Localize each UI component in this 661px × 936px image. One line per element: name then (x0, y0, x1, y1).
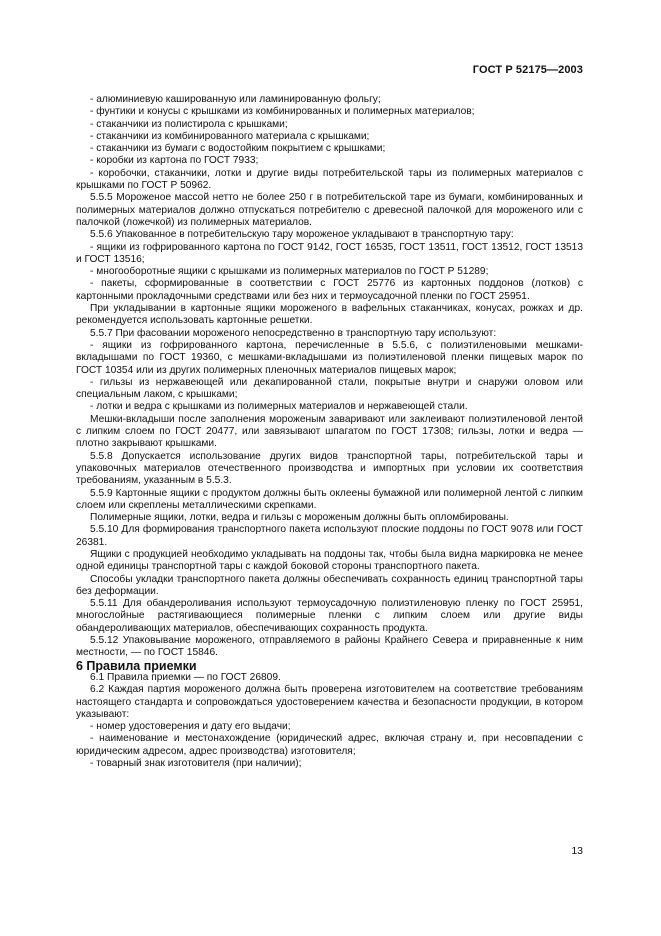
list-item: - стаканчики из комбинированного материала с крышками; (90, 130, 370, 142)
clause-5-5-11: 5.5.11 Для обандероливания используют термоусадочную полиэтиленовую пленку по ГОСТ 25951, многослойные растягивающиеся полимерные пленки с липким слоем или другие виды обандероливающих материалов, обеспечивающих сохранность продукта. (76, 598, 583, 634)
list-item: - наименование и местонахождение (юридический адрес, включая страну и, при несовпадении с юридическим адресом, адрес производства) изготовителя; (76, 733, 583, 757)
clause-5-5-9: 5.5.9 Картонные ящики с продуктом должны быть оклеены бумажной или полимерной лентой с липким слоем или скреплены металлическими скрепками. (76, 487, 583, 511)
clause-5-5-7: 5.5.7 При фасовании мороженого непосредственно в транспортную тару используют: (90, 327, 497, 339)
list-item: - гильзы из нержавеющей или декапированной стали, покрытые внутри и снаружи оловом или специальным лаком, с крышками; (76, 376, 583, 401)
paragraph: Полимерные ящики, лотки, ведра и гильзы с мороженым должны быть опломбированы. (90, 512, 509, 524)
list-item: - пакеты, сформированные в соответствии с ГОСТ 25776 из картонных поддонов (лотков) с картонными прокладочными средствами или без них и термоусадочной пленки по ГОСТ 25951. (76, 278, 583, 302)
clause-5-5-10: 5.5.10 Для формирования транспортного пакета используют плоские поддоны по ГОСТ 9078 или ГОСТ 26381. (76, 524, 583, 548)
document-body (76, 94, 583, 770)
list-item: - многооборотные ящики с крышками из полимерных материалов по ГОСТ Р 51289; (90, 266, 489, 278)
list-item: - стаканчики из полистирола с крышками; (90, 118, 288, 130)
list-item: - ящики из гофрированного картона по ГОСТ 9142, ГОСТ 16535, ГОСТ 13511, ГОСТ 13512, ГОСТ 13513 и ГОСТ 13516; (76, 241, 583, 265)
clause-6-2: 6.2 Каждая партия мороженого должна быть проверена изготовителем на соответствие требованиям настоящего стандарта и сопровождаться удостоверением качества и безопасности продукции, в котором указывают: (76, 684, 583, 720)
list-item: - фунтики и конусы с крышками из комбинированных и полимерных материалов; (90, 106, 475, 118)
paragraph: При укладывании в картонные ящики мороженого в вафельных стаканчиках, конусах, рожках и др. рекомендуется использовать картонные решетки. (76, 303, 583, 327)
list-item: - товарный знак изготовителя (при наличии); (90, 758, 302, 770)
clause-5-5-12: 5.5.12 Упаковывание мороженого, отправляемого в районы Крайнего Севера и приравненные к ним местности, — по ГОСТ 15846. (76, 635, 583, 659)
paragraph: Способы укладки транспортного пакета должны обеспечивать сохранность единиц транспортной тары без деформации. (76, 573, 583, 597)
list-item: - лотки и ведра с крышками из полимерных материалов и нержавеющей стали. (90, 401, 468, 413)
paragraph: Ящики с продукцией необходимо укладывать на поддоны так, чтобы была видна маркировка не менее одной единицы транспортной тары с каждой боковой стороны транспортного пакета. (76, 548, 583, 573)
section-title: 6 Правила приемки (76, 658, 197, 673)
list-item: - стаканчики из бумаги с водостойким покрытием с крышками; (90, 143, 386, 155)
list-item: - коробки из картона по ГОСТ 7933; (90, 155, 259, 167)
document-header: ГОСТ Р 52175—2003 (472, 64, 583, 76)
clause-5-5-8: 5.5.8 Допускается использование других видов транспортной тары, потребительской тары и упаковочных материалов отечественного производства и импортных при условии их соответствия требованиям, указанным в 5.5.3. (76, 450, 583, 487)
clause-6-1: 6.1 Правила приемки — по ГОСТ 26809. (90, 671, 281, 683)
clause-5-5-6: 5.5.6 Упакованное в потребительскую тару мороженое укладывают в транспортную тару: (90, 229, 514, 241)
list-item: - алюминиевую кашированную или ламинированную фольгу; (90, 94, 381, 105)
list-item: - ящики из гофрированного картона, перечисленные в 5.5.6, с полиэтиленовыми мешками-вкладышами по ГОСТ 19360, с мешками-вкладышами из полиэтиленовой пленки пищевых марок по ГОСТ 10354 или из других полимерных пленочных материалов пищевых марок; (76, 339, 583, 376)
list-item: - коробочки, стаканчики, лотки и другие виды потребительской тары из полимерных материалов с крышками по ГОСТ Р 50962. (76, 167, 583, 192)
list-item: - номер удостоверения и дату его выдачи; (90, 721, 291, 733)
clause-5-5-5: 5.5.5 Мороженое массой нетто не более 250 г в потребительской таре из бумаги, комбинированных и полимерных материалов должно отпускаться потребителю с древесной палочкой для мороженого или с палочкой (ложечкой) из полимерных материалов. (76, 192, 583, 228)
page-number: 13 (571, 845, 583, 857)
paragraph: Мешки-вкладыши после заполнения мороженым заваривают или заклеивают полиэтиленовой лентой с липким слоем по ГОСТ 20477, или завязывают шпагатом по ГОСТ 17308; гильзы, лотки и ведра — плотно закрывают крышками. (76, 413, 583, 450)
